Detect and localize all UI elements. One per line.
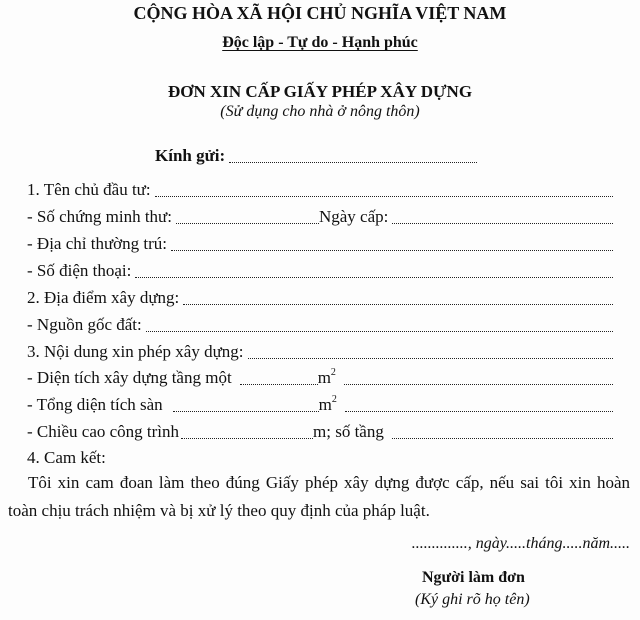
location-label: 2. Địa điểm xây dựng: <box>27 288 180 307</box>
height-field[interactable] <box>181 424 313 439</box>
land-origin-row <box>27 315 613 335</box>
land-origin-field[interactable] <box>146 317 613 332</box>
phone-label: - Số điện thoại: <box>27 261 132 280</box>
content-field[interactable] <box>248 344 613 359</box>
phone-row <box>27 261 613 281</box>
id-number-row <box>27 207 613 227</box>
floors-field[interactable] <box>392 424 613 439</box>
ground-area-unit: $m^2$ <box>317 367 336 387</box>
phone-field[interactable] <box>135 263 613 278</box>
commitment-heading: 4. Cam kết: <box>27 448 106 467</box>
address-label: - Địa chỉ thường trú: <box>27 234 168 253</box>
total-floor-area-label: - Tổng diện tích sàn <box>27 395 163 414</box>
recipient-field[interactable] <box>229 148 477 163</box>
total-floor-area-field[interactable] <box>173 397 319 412</box>
id-number-field[interactable] <box>176 209 319 224</box>
owner-name-label: 1. Tên chủ đầu tư: <box>27 180 151 199</box>
recipient-row <box>155 146 477 166</box>
ground-area-extra-field[interactable] <box>344 370 613 385</box>
address-field[interactable] <box>171 236 613 251</box>
issue-date-field[interactable] <box>392 209 613 224</box>
signer-label: Người làm đơn <box>422 569 525 586</box>
height-label: - Chiều cao công trình <box>27 422 180 441</box>
total-floor-area-extra-field[interactable] <box>345 397 613 412</box>
address-row <box>27 234 613 254</box>
total-floor-area-row <box>27 395 613 415</box>
national-motto: Độc lập - Tự do - Hạnh phúc <box>222 34 418 51</box>
id-number-label: - Số chứng minh thư: <box>27 207 172 226</box>
ground-area-label: - Diện tích xây dựng tầng một <box>27 368 232 387</box>
ground-area-row <box>27 368 613 388</box>
location-row <box>27 288 613 308</box>
location-field[interactable] <box>183 290 613 305</box>
content-row <box>27 342 613 362</box>
land-origin-label: - Nguồn gốc đất: <box>27 315 142 334</box>
height-row <box>27 422 613 442</box>
floors-label: m; số tầng <box>313 422 384 441</box>
issue-date-label: Ngày cấp: <box>318 207 389 226</box>
commitment-text: Tôi xin cam đoan làm theo đúng Giấy phép xây dựng được cấp, nếu sai tôi xin hoàn toàn chịu trách nhiệm và bị xử lý theo quy định của pháp luật. <box>8 473 630 520</box>
owner-name-field[interactable] <box>155 182 613 197</box>
ground-area-field[interactable] <box>240 370 318 385</box>
total-floor-area-unit: $m^2$ <box>318 394 337 414</box>
content-label: 3. Nội dung xin phép xây dựng: <box>27 342 244 361</box>
signature-note: (Ký ghi rõ họ tên) <box>415 591 530 608</box>
form-subtitle: (Sử dụng cho nhà ở nông thôn) <box>220 103 420 120</box>
country-header: CỘNG HÒA XÃ HỘI CHỦ NGHĨA VIỆT NAM <box>133 3 507 23</box>
recipient-label: Kính gửi: <box>155 146 226 165</box>
owner-name-row <box>27 180 613 200</box>
form-title: ĐƠN XIN CẤP GIẤY PHÉP XÂY DỰNG <box>167 82 473 101</box>
date-line: .............., ngày.....tháng.....năm..... <box>411 535 630 552</box>
commitment-heading-row <box>27 448 613 468</box>
